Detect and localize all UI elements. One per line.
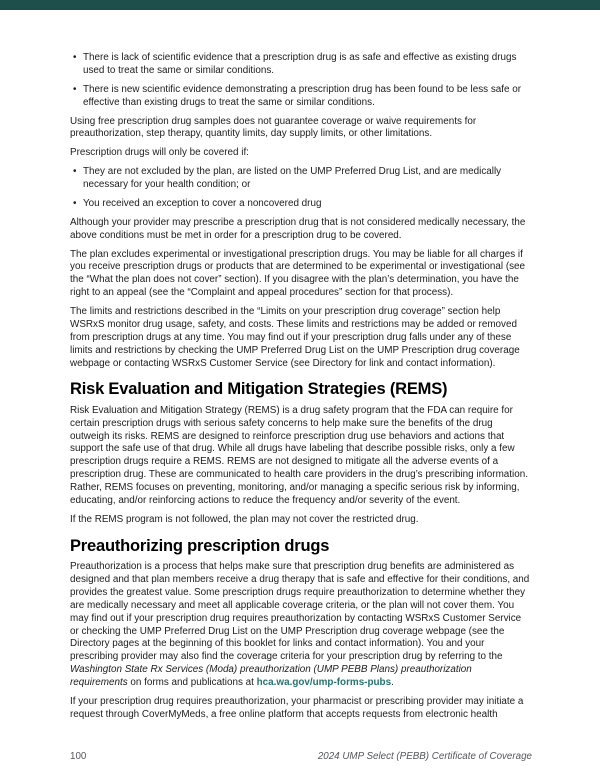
bullet-item-evidence-1: [70, 52, 532, 78]
bullet-item-covered-1: [70, 166, 532, 192]
para-limits-restrictions: The limits and restrictions described in the “Limits on your prescription drug coverage” section help WSRxS monitor drug usage, safety, and costs. These limits and restrictions may be added or removed from prescription drugs at any time. You may find out if your prescription drug falls under any of these limits and restrictions by checking the UMP Preferred Drug List on the UMP Prescription drug coverage webpage or contacting WSRxS Customer Service (see Directory for link and contact information).: [70, 306, 520, 369]
preauth-text-2: on forms and publications at: [127, 677, 257, 688]
para-preauthorization: [70, 561, 532, 690]
bullet-text: You received an exception to cover a noncovered drug: [83, 197, 322, 209]
bullet-marker: •: [73, 52, 77, 63]
bullet-marker: •: [73, 166, 77, 178]
page-footer: [70, 751, 532, 762]
para-rems-followup: If the REMS program is not followed, the plan may not cover the restricted drug.: [70, 513, 419, 525]
preauth-text-1: Preauthorization is a process that helps make sure that prescription drug benefits are administered as designed and that plan members receive a drug therapy that is safe and effective for their conditions, and provides the greatest value. Some prescription drugs require preauthorization to determine whether they are medically necessary and meet all applicable coverage criteria, or the plan will not cover them. You may find out if your prescription drug requires preauthorization by contacting WSRxS Customer Service or checking the UMP Preferred Drug List on the UMP Prescription drug coverage webpage (see the Directory pages at the beginning of this booklet for links and contact information). You and your prescribing provider may also find the coverage criteria for your prescription drug by referring to the: [70, 561, 530, 663]
forms-pubs-link[interactable]: hca.wa.gov/ump-forms-pubs: [256, 677, 392, 688]
page-content: [0, 10, 600, 722]
para-covered-if: Prescription drugs will only be covered if:: [70, 147, 249, 159]
bullet-text: There is lack of scientific evidence that a prescription drug is as safe and effective as existing drugs used to treat the same or similar conditions.: [83, 52, 517, 76]
footer-doc-title: 2024 UMP Select (PEBB) Certificate of Coverage: [317, 751, 532, 762]
preauth-italic-title: Washington State Rx Services (Moda) preauthorization (UMP PEBB Plans) preauthorization requirements: [70, 664, 472, 688]
heading-preauthorizing: Preauthorizing prescription drugs: [70, 536, 330, 555]
para-rems-description: Risk Evaluation and Mitigation Strategy (REMS) is a drug safety program that the FDA can require for certain prescription drugs with serious safety concerns to help make sure the benefits of the drug outweigh its risks. REMS are designed to reinforce prescription drug use behaviors and actions that support the safe use of that drug. While all drugs have labeling that describe possible risks, only a few prescription drugs require a REMS. REMS are not designed to mitigate all the adverse events of a prescription drug. These are communicated to health care providers in the drug’s prescribing information. Rather, REMS focuses on preventing, monitoring, and/or managing a specific serious risk by informing, educating, and/or reinforcing actions to reduce the frequency and/or severity of the event.: [70, 404, 528, 506]
para-excludes-experimental: The plan excludes experimental or investigational prescription drugs. You may be liable for all charges if you receive prescription drugs or products that are determined to be experimental or investigational (see the “What the plan does not cover” section). If you disagree with the plan’s determination, you have the right to an appeal (see the “Complaint and appeal procedures” section for that process).: [70, 248, 526, 299]
para-although: Although your provider may prescribe a prescription drug that is not considered medically necessary, the above conditions must be met in order for a prescription drug to be covered.: [70, 216, 526, 241]
bullet-list-evidence: [70, 52, 532, 110]
bullet-item-evidence-2: [70, 84, 532, 110]
para-free-samples: Using free prescription drug samples does not guarantee coverage or waive requirements for preauthorization, step therapy, quantity limits, day supply limits, or other limitations.: [70, 115, 477, 140]
para-covermymeds: If your prescription drug requires preauthorization, your pharmacist or prescribing provider may initiate a request through CoverMyMeds, a free online platform that accepts requests from electronic health: [70, 695, 524, 720]
bullet-text: They are not excluded by the plan, are listed on the UMP Preferred Drug List, and are medically necessary for your health condition; or: [83, 166, 502, 190]
footer-page-number: 100: [70, 751, 87, 762]
preauth-text-3: .: [391, 677, 394, 688]
bullet-text: There is new scientific evidence demonstrating a prescription drug has been found to be less safe or effective than existing drugs to treat the same or similar conditions.: [83, 83, 522, 108]
bullet-list-covered: [70, 166, 532, 211]
bullet-item-covered-2: [70, 198, 532, 211]
bullet-marker: •: [73, 83, 77, 95]
page-top-border: [0, 0, 600, 10]
heading-rems: Risk Evaluation and Mitigation Strategies (REMS): [70, 380, 448, 399]
bullet-marker: •: [73, 197, 77, 209]
